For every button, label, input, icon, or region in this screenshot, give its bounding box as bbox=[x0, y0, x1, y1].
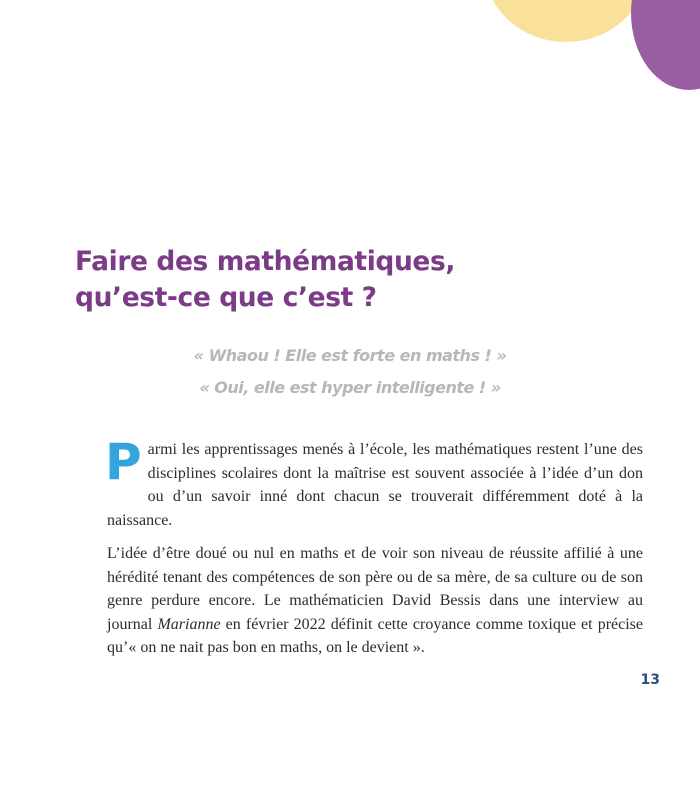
page-title-line-2: qu’est-ce que c’est ? bbox=[75, 282, 377, 313]
page-number: 13 bbox=[640, 672, 660, 688]
paragraph-2 bbox=[107, 542, 643, 660]
paragraph-2-text-before: L’idée d’être doué ou nul en maths et de voir son niveau de réussite affilié à une hérédité tenant des compétences de son père ou de sa mère, de sa culture ou de son genre perdure encore. Le mathématicien David Bessis dans une interview au journal bbox=[107, 545, 643, 633]
decorative-yellow-circle bbox=[484, 0, 648, 42]
epigraph-quotes bbox=[110, 340, 590, 404]
paragraph-1 bbox=[105, 433, 643, 532]
paragraph-2-text-after: en février 2022 définit cette croyance comme toxique et précise qu’« on ne nait pas bon en maths, on le devient ». bbox=[107, 615, 643, 656]
page-title bbox=[75, 244, 595, 316]
paragraph-1-text: armi les apprentissages menés à l’école, les mathématiques restent l’une des disciplines scolaires dont la maîtrise est souvent associée à l’idée d’un don ou d’un savoir inné dont chacun se trouverait différemment doté à la naissance. bbox=[107, 441, 643, 529]
quote-line-2: « Oui, elle est hyper intelligente ! » bbox=[199, 378, 501, 397]
page-title-line-1: Faire des mathématiques, bbox=[75, 246, 456, 277]
decorative-purple-circle bbox=[631, 0, 700, 90]
body-text bbox=[105, 433, 643, 670]
journal-name: Marianne bbox=[157, 615, 221, 633]
drop-cap: P bbox=[105, 433, 142, 491]
quote-line-1: « Whaou ! Elle est forte en maths ! » bbox=[193, 346, 507, 365]
